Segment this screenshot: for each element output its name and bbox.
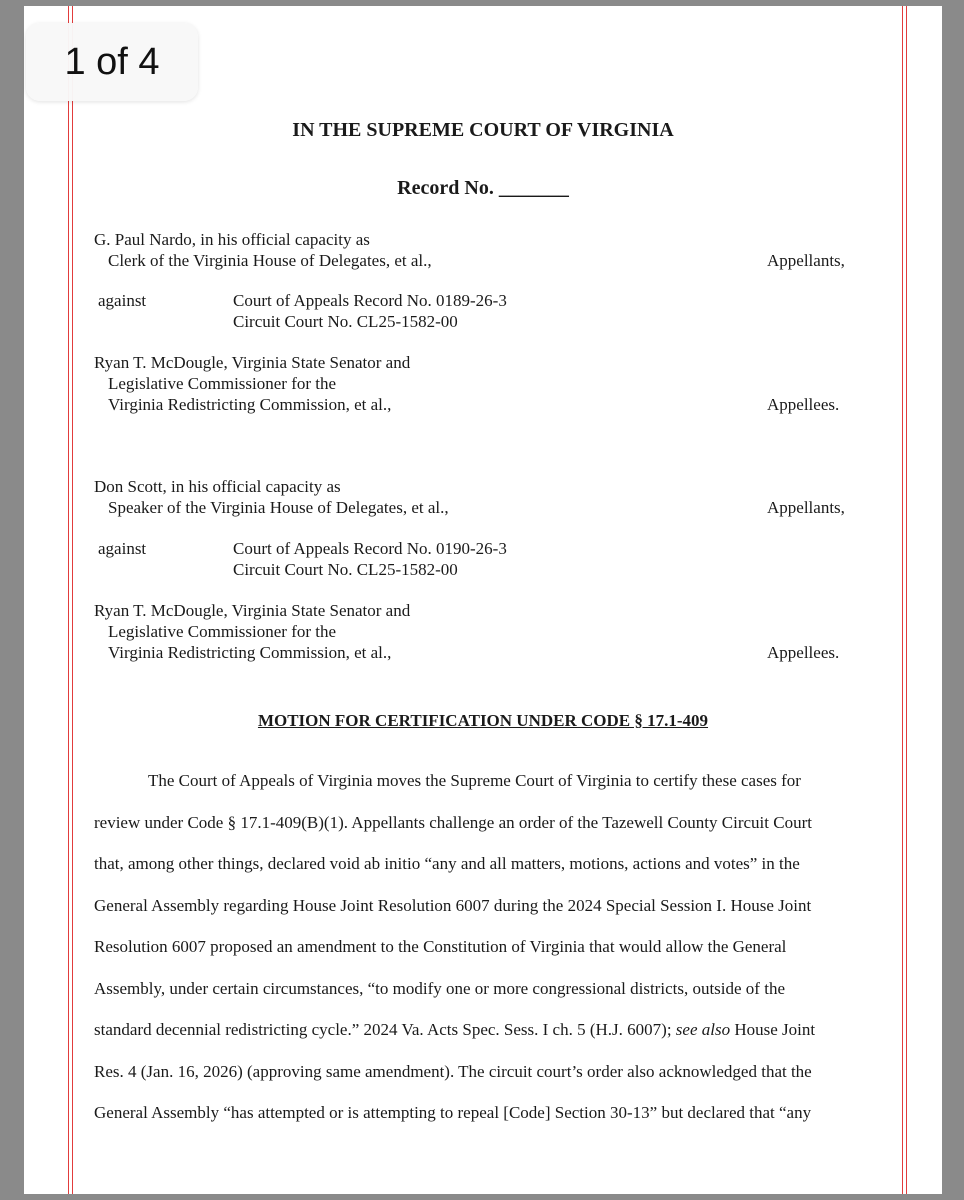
body-line: The Court of Appeals of Virginia moves the Supreme Court of Virginia to certify these cases for [148,771,801,790]
body-line: Resolution 6007 proposed an amendment to the Constitution of Virginia that would allow the General [94,937,787,956]
caption2-role-appellees: Appellees. [767,643,840,662]
caption1-role-appellees: Appellees. [767,395,840,414]
caption1-role-appellants: Appellants, [767,251,845,270]
body-line: Res. 4 (Jan. 16, 2026) (approving same amendment). The circuit court’s order also acknowledged that the [94,1061,812,1081]
caption1-party1-line1: G. Paul Nardo, in his official capacity as [94,230,370,249]
caption2-circuit-record: Circuit Court No. CL25-1582-00 [233,560,458,579]
caption2-party1-line2: Speaker of the Virginia House of Delegates, et al., [108,498,449,517]
caption2-against: against [98,539,147,558]
caption2-role-appellants: Appellants, [767,498,845,517]
body-line: Assembly, under certain circumstances, “to modify one or more congressional districts, outside of the [94,978,785,998]
motion-body-paragraph [94,760,874,1134]
body-line: that, among other things, declared void ab initio “any and all matters, motions, actions and votes” in the [94,854,800,873]
body-line-part: House Joint [730,1020,816,1039]
caption2-party2-line3: Virginia Redistricting Commission, et al., [108,643,392,662]
see-also-signal: see also [675,1020,731,1039]
document-page [24,6,942,1194]
caption1-circuit-record: Circuit Court No. CL25-1582-00 [233,312,458,331]
body-line-part: standard decennial redistricting cycle.” 2024 Va. Acts Spec. Sess. I ch. 5 (H.J. 6007); [94,1020,676,1039]
caption1-party2-line1: Ryan T. McDougle, Virginia State Senator and [94,353,411,372]
page-counter-badge: 1 of 4 [26,23,198,101]
court-title: IN THE SUPREME COURT OF VIRGINIA [292,119,674,141]
body-line: review under Code § 17.1-409(B)(1). Appellants challenge an order of the Tazewell County Circuit Court [94,812,812,832]
body-line [94,1009,874,1051]
caption1-party1-line2: Clerk of the Virginia House of Delegates, et al., [108,251,432,270]
caption2-party1-line1: Don Scott, in his official capacity as [94,477,341,496]
motion-title: MOTION FOR CERTIFICATION UNDER CODE § 17.1-409 [257,711,709,730]
caption2-party2-line2: Legislative Commissioner for the [108,622,337,641]
caption1-against: against [98,291,147,310]
body-line: General Assembly “has attempted or is attempting to repeal [Code] Section 30-13” but declared that “any [94,1103,812,1122]
body-line: General Assembly regarding House Joint Resolution 6007 during the 2024 Special Session I. House Joint [94,895,812,915]
caption1-party2-line3: Virginia Redistricting Commission, et al., [108,395,392,414]
caption2-party2-line1: Ryan T. McDougle, Virginia State Senator and [94,601,411,620]
record-number: Record No. _______ [397,177,569,199]
caption1-coa-record: Court of Appeals Record No. 0189-26-3 [233,291,507,310]
caption1-party2-line2: Legislative Commissioner for the [108,374,337,393]
caption2-coa-record: Court of Appeals Record No. 0190-26-3 [233,539,507,558]
